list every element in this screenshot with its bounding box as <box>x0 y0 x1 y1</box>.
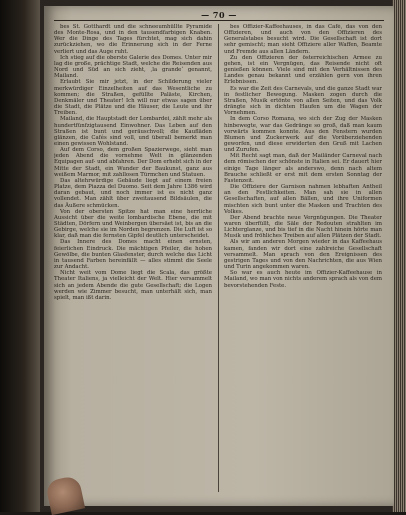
paragraph: Nicht weit vom Dome liegt die Scala, das größte Theater Italiens, ja vielleicht der Welt. Hier versammelt sich an jedem Abende die gute Gesellschaft; die Logen werden wie Zimmer besucht, man unterhält sich, man spielt, man ißt darin. <box>54 270 212 301</box>
paragraph: Das Innere des Domes macht einen ernsten, feierlichen Eindruck. Die mächtigen Pfeiler, die hohen Gewölbe, die bunten Glasfenster, durch welche das Licht in tausend Farben hereinfällt — alles stimmt die Seele zur Andacht. <box>54 239 212 271</box>
header-rule <box>54 20 384 21</box>
paragraph: Erlaubt Sie mir jetzt, in der Schilderung vieler merkwürdiger Einzelheiten auf das Wesentliche zu kommen; die Straßen, gefüllte Paläste, Kirchen, Denkmäler und Theater! Ich will nur etwas sagen über die Stadt, die Plätze und die Häuser, die Leute und ihr Treiben. <box>54 79 212 117</box>
paragraph: Mit Recht sagt man, daß der Mailänder Carneval nach dem römischen der schönste in Italien sei. Er dauert hier einige Tage länger als anderswo, denn nach altem Brauche schließt er erst mit dem ersten Sonntag der Fastenzeit. <box>224 153 382 184</box>
paragraph: Mailand, die Hauptstadt der Lombardei, zählt mehr als hundertfünfzigtausend Einwohner. Das Leben auf den Straßen ist bunt und geräuschvoll; die Kaufläden glänzen, die Cafés sind voll, und überall bemerkt man einen gewissen Wohlstand. <box>54 116 212 147</box>
page-number: — 70 — <box>201 10 237 20</box>
paragraph: bes St. Gotthardt und die schneeumhüllte Pyramide des Monte-Rosa, und in den tausendfarbigen Knaben. Wer die Dinge des Tages fürchtet, mag sich dahin zurückziehen, wo die Erinnerung sich in der Ferne verliert und das Auge ruht. <box>54 24 212 55</box>
paragraph: Es war die Zeit des Carnevals, und die ganze Stadt war in festlicher Bewegung. Masken zogen durch die Straßen, Musik ertönte von allen Seiten, und das Volk drängte sich in dichten Haufen um die Wagen der Vornehmen. <box>224 85 382 117</box>
paragraph: Auf dem Corso, dem großen Spazierwege, sieht man jeden Abend die vornehme Welt in glänzenden Equipagen auf- und abfahren. Der Dom erhebt sich in der Mitte der Stadt, ein Wunder der Baukunst, ganz aus weißem Marmor, mit zahllosen Türmchen und Statuen. <box>54 147 212 178</box>
paragraph: Der Abend brachte neue Vergnügungen. Die Theater waren überfüllt, die Säle der Redouten strahlten im Lichterglanze, und bis tief in die Nacht hinein hörte man Musik und fröhliches Treiben auf allen Plätzen der Stadt. <box>224 214 382 240</box>
text-column-left <box>54 24 212 494</box>
paragraph: Ich stieg auf die oberste Galerie des Domes. Unter mir lag die große, prächtige Stadt, welche die Reisenden aus Nord und Süd an sich zieht, ‚la grande‘ genannt, Mailand. <box>54 54 212 80</box>
paragraph: Von der obersten Spitze hat man eine herrliche Aussicht über die weite lombardische Ebene, die mit Städten, Dörfern und Weinbergen übersäet ist, bis an die Gebirge, welche sie im Norden begrenzen. Die Luft ist so klar, daß man die fernsten Gipfel deutlich unterscheidet. <box>54 208 212 240</box>
page-edges <box>392 0 406 512</box>
paragraph: Das altehrwürdige Gebäude liegt auf einem freien Platze, dem Piazza del Duomo. Seit dem Jahre 1386 wird daran gebaut, und noch immer ist es nicht ganz vollendet. Man zählt über zweitausend Bildsäulen, die das Äußere schmücken. <box>54 177 212 209</box>
book-page <box>44 6 394 506</box>
column-divider <box>218 24 219 492</box>
book-spine <box>0 0 40 512</box>
paragraph: Zu den Offizieren der österreichischen Armee zu gehen, ist ein Vergnügen, das Reisende nicht oft genießen können. Viele sind mit den Verhältnissen des Landes genau bekannt und erzählen gern von ihren Erlebnissen. <box>224 54 382 86</box>
paragraph: Die Offiziere der Garnison nahmen lebhaften Antheil an den Festlichkeiten. Man sah sie in allen Gesellschaften, auf allen Bällen, und ihre Uniformen mischten sich bunt unter die Masken und Trachten des Volkes. <box>224 184 382 215</box>
paragraph: In dem Corso Romana, wo sich der Zug der Masken hinbewegte, war das Gedränge so groß, daß man kaum vorwärts kommen konnte. Aus den Fenstern wurden Blumen und Zuckerwerk auf die Vorüberziehenden geworfen, und diese erwiderten den Gruß mit Lachen und Zurufen. <box>224 116 382 154</box>
text-column-right <box>224 24 382 494</box>
paragraph: So war es auch heute im Offizier-Kaffeehause in Mailand, wo man von nichts anderem sprach als von dem bevorstehenden Feste. <box>224 270 382 289</box>
paragraph: bes Offizier-Kaffeehauses, in das Café, das von den Offizieren, und auch von den Offizieren des Generalstabes besucht wird. Die Gesellschaft ist dort sehr gemischt; man sieht Offiziere aller Waffen, Beamte und Fremde aus allen Ländern. <box>224 24 382 55</box>
paragraph: Als wir am anderen Morgen wieder in das Kaffeehaus kamen, fanden wir dort eine zahlreiche Gesellschaft versammelt. Man sprach von den Ereignissen des gestrigen Tages und von den Nachrichten, die aus Wien und Turin angekommen waren. <box>224 239 382 271</box>
